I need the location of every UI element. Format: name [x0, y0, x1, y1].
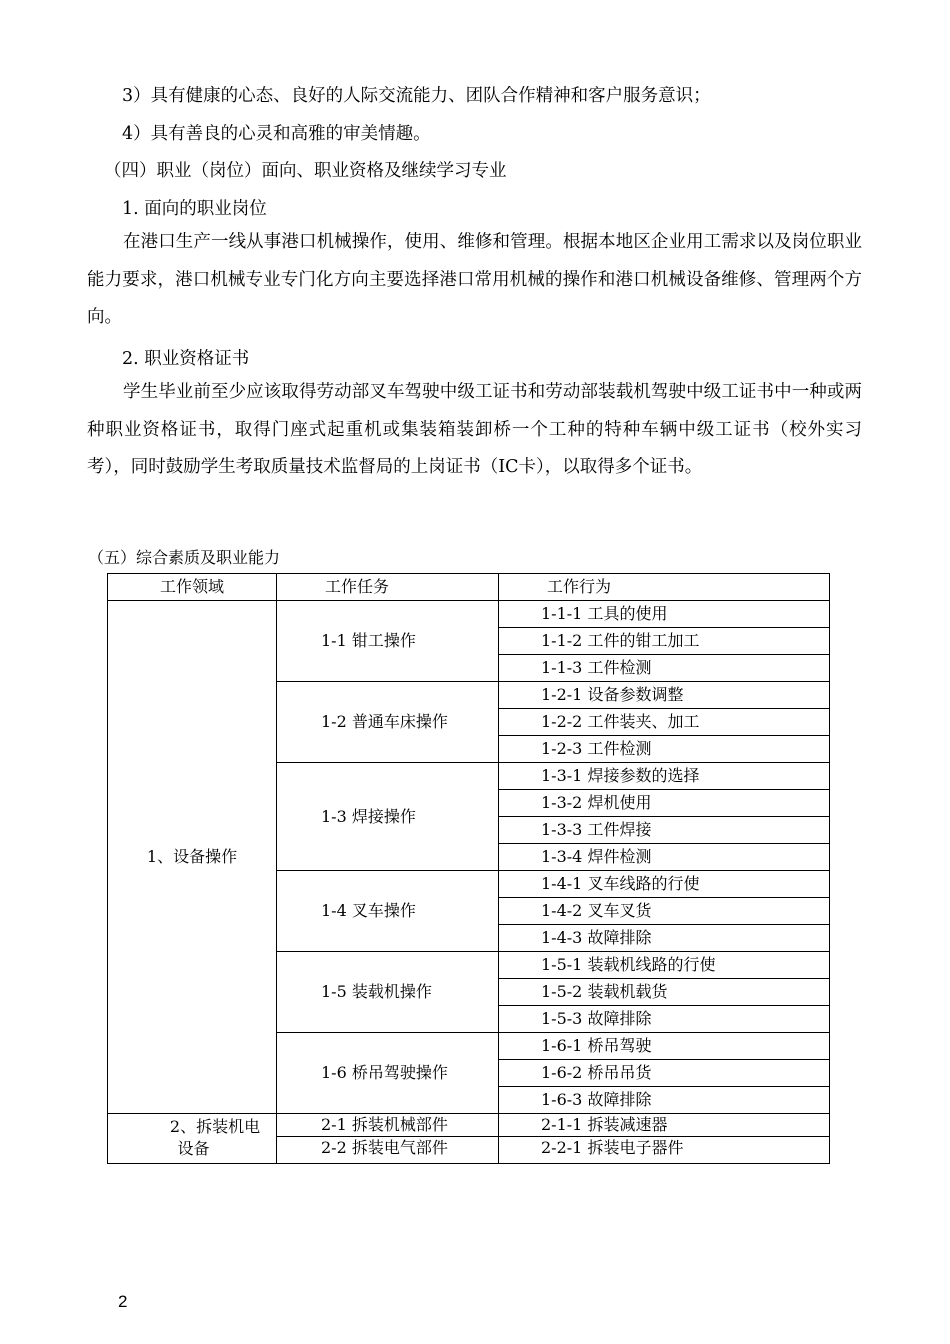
task-cell: 2-2 拆装电气部件	[277, 1137, 499, 1164]
action-cell: 1-3-2 焊机使用	[499, 790, 830, 817]
table-header-row	[108, 574, 830, 601]
action-cell: 2-2-1 拆装电子器件	[499, 1137, 830, 1164]
task-cell: 2-1 拆装机械部件	[277, 1114, 499, 1137]
header-action: 工作行为	[499, 574, 830, 601]
header-task: 工作任务	[277, 574, 499, 601]
task-cell: 1-2 普通车床操作	[277, 682, 499, 763]
page-number: 2	[118, 1292, 128, 1311]
action-cell: 1-1-1 工具的使用	[499, 601, 830, 628]
table-row	[108, 601, 830, 628]
area-label-line-1: 2、拆装机电	[169, 1117, 261, 1136]
action-cell: 1-1-3 工件检测	[499, 655, 830, 682]
area-label-line-2: 设备	[177, 1139, 210, 1158]
header-area: 工作领域	[108, 574, 277, 601]
action-cell: 1-6-2 桥吊吊货	[499, 1060, 830, 1087]
action-cell: 1-3-3 工件焊接	[499, 817, 830, 844]
task-cell: 1-4 叉车操作	[277, 871, 499, 952]
section-heading-5: （五）综合素质及职业能力	[88, 548, 281, 567]
action-cell: 1-6-1 桥吊驾驶	[499, 1033, 830, 1060]
task-cell: 1-5 装载机操作	[277, 952, 499, 1033]
action-cell: 1-3-4 焊件检测	[499, 844, 830, 871]
action-cell: 1-4-1 叉车线路的行使	[499, 871, 830, 898]
table-row	[108, 1114, 830, 1137]
subheading-2: 2. 职业资格证书	[122, 349, 250, 369]
action-cell: 2-1-1 拆装减速器	[499, 1114, 830, 1137]
action-cell: 1-4-3 故障排除	[499, 925, 830, 952]
action-cell: 1-2-3 工件检测	[499, 736, 830, 763]
area-cell	[108, 1114, 277, 1164]
text-item-4: 4）具有善良的心灵和高雅的审美情趣。	[122, 124, 431, 144]
action-cell: 1-5-3 故障排除	[499, 1006, 830, 1033]
action-cell: 1-5-2 装载机载货	[499, 979, 830, 1006]
paragraph-positions: 在港口生产一线从事港口机械操作，使用、维修和管理。根据本地区企业用工需求以及岗位职业能力要求，港口机械专业专门化方向主要选择港口常用机械的操作和港口机械设备维修、管理两个方向。	[87, 232, 862, 327]
action-cell: 1-2-1 设备参数调整	[499, 682, 830, 709]
action-cell: 1-6-3 故障排除	[499, 1087, 830, 1114]
text-item-3: 3）具有健康的心态、良好的人际交流能力、团队合作精神和客户服务意识；	[122, 86, 711, 106]
competency-table	[107, 573, 830, 1164]
task-cell: 1-3 焊接操作	[277, 763, 499, 871]
action-cell: 1-1-2 工件的钳工加工	[499, 628, 830, 655]
paragraph-certificates: 学生毕业前至少应该取得劳动部叉车驾驶中级工证书和劳动部装载机驾驶中级工证书中一种或两种职业资格证书，取得门座式起重机或集装箱装卸桥一个工种的特种车辆中级工证书（校外实习考），同时鼓励学生考取质量技术监督局的上岗证书（IC卡），以取得多个证书。	[87, 382, 862, 477]
action-cell: 1-5-1 装载机线路的行使	[499, 952, 830, 979]
task-cell: 1-6 桥吊驾驶操作	[277, 1033, 499, 1114]
subheading-1: 1. 面向的职业岗位	[122, 199, 267, 219]
action-cell: 1-4-2 叉车叉货	[499, 898, 830, 925]
section-heading-4: （四）职业（岗位）面向、职业资格及继续学习专业	[104, 161, 507, 181]
area-cell: 1、设备操作	[108, 601, 277, 1114]
action-cell: 1-2-2 工件装夹、加工	[499, 709, 830, 736]
task-cell: 1-1 钳工操作	[277, 601, 499, 682]
action-cell: 1-3-1 焊接参数的选择	[499, 763, 830, 790]
